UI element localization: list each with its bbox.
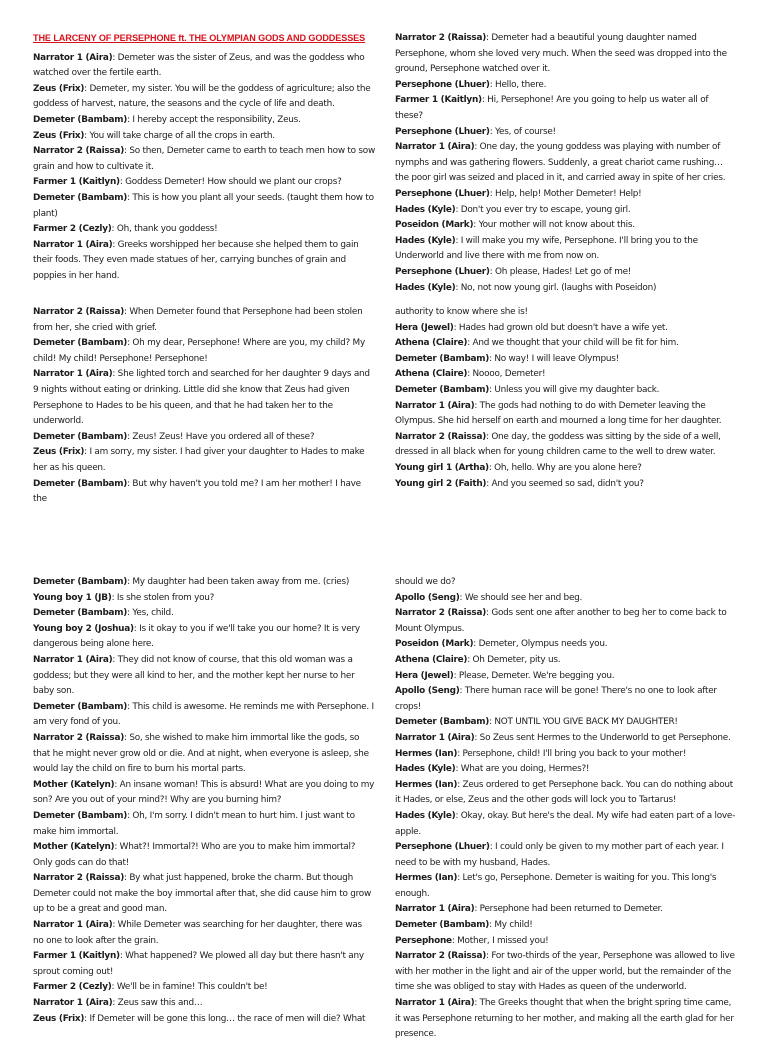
dialogue-line: [33, 367, 375, 429]
dialogue-line: [395, 871, 737, 902]
dialogue-line: [33, 113, 375, 129]
dialogue-line: [395, 140, 737, 187]
speaker-name: Hades (Kyle): [395, 282, 456, 293]
speaker-name: Farmer 1 (Kaitlyn): [33, 951, 120, 962]
speaker-name: Farmer 1 (Kaitlyn): [395, 95, 482, 106]
dialogue-line: [33, 191, 375, 222]
dialogue-text: : Yes, child.: [127, 608, 174, 619]
speaker-name: Narrator 1 (Aira): [395, 142, 475, 153]
speaker-name: Persephone (Lhuer): [395, 842, 490, 853]
dialogue-text: : Oh, hello. Why are you alone here?: [488, 462, 642, 473]
speaker-name: Demeter (Bambam): [33, 608, 128, 619]
speaker-name: Young girl 2 (Faith): [395, 478, 487, 489]
dialogue-line: [33, 430, 375, 446]
dialogue-line: [395, 606, 737, 637]
dialogue-line: [395, 949, 737, 996]
dialogue-line: [395, 762, 737, 778]
dialogue-line: [33, 305, 375, 336]
speaker-name: Narrator 1 (Aira): [395, 400, 475, 411]
speaker-name: Narrator 1 (Aira): [33, 920, 113, 931]
lines: [33, 305, 375, 508]
dialogue-line: [395, 321, 737, 337]
dialogue-text: : Yes, of course!: [489, 126, 556, 137]
dialogue-text: : Goddess Demeter! How should we plant our crops?: [119, 177, 342, 188]
speaker-name: Hermes (Ian): [395, 779, 458, 790]
speaker-name: Narrator 2 (Raissa): [33, 873, 125, 884]
speaker-name: Narrator 2 (Raissa): [33, 146, 125, 157]
dialogue-text: : I hereby accept the responsibility, Zeus.: [127, 114, 301, 125]
dialogue-line: [395, 684, 737, 715]
dialogue-text: : If Demeter will be gone this long… the race of men will die? What: [84, 1013, 366, 1024]
speaker-name: Demeter (Bambam): [395, 717, 490, 728]
speaker-name: Narrator 1 (Aira): [33, 239, 113, 250]
dialogue-line: [395, 31, 737, 78]
dialogue-line: [33, 222, 375, 238]
dialogue-line: [33, 653, 375, 700]
dialogue-line: [33, 871, 375, 918]
dialogue-line: [33, 51, 375, 82]
dialogue-line: [33, 336, 375, 367]
speaker-name: Farmer 2 (Cezly): [33, 224, 112, 235]
script-column-1: [33, 31, 375, 285]
dialogue-line: [33, 82, 375, 113]
dialogue-text: : My child!: [489, 920, 533, 931]
dialogue-line: [33, 918, 375, 949]
dialogue-line: [395, 125, 737, 141]
dialogue-text: should we do?: [395, 577, 456, 587]
dialogue-text: : So then, Demeter came to earth to teach men how to sow grain and how to cultivate it.: [33, 146, 375, 172]
speaker-name: Hermes (Ian): [395, 873, 458, 884]
lines: [395, 305, 737, 492]
dialogue-text: : Don't you ever try to escape, young girl.: [455, 204, 631, 215]
dialogue-line: [33, 996, 375, 1012]
dialogue-text: : This is how you plant all your seeds. (taught them how to plant): [33, 192, 374, 219]
lines: [395, 31, 737, 296]
dialogue-text: : Zeus saw this and…: [112, 998, 203, 1009]
dialogue-text: : An insane woman! This is absurd! What are you doing to my son? Are you out of your mind?! Why are you burning him?: [33, 779, 375, 806]
dialogue-line: [395, 653, 737, 669]
dialogue-line: [395, 265, 737, 281]
dialogue-text: : Persephone had been returned to Demeter.: [474, 904, 663, 915]
speaker-name: Athena (Claire): [395, 369, 468, 380]
dialogue-line: [33, 622, 375, 653]
dialogue-line: [395, 430, 737, 461]
speaker-name: Narrator 2 (Raissa): [33, 732, 125, 743]
dialogue-line: [395, 934, 737, 950]
script-column-3: [33, 305, 375, 508]
dialogue-text: : Oh, I'm sorry. I didn't mean to hurt him. I just want to make him immortal.: [33, 810, 355, 837]
speaker-name: Mother (Katelyn): [33, 842, 115, 853]
speaker-name: Narrator 2 (Raissa): [395, 951, 487, 962]
dialogue-line: [33, 700, 375, 731]
dialogue-text: : No way! I will leave Olympus!: [489, 353, 619, 364]
speaker-name: Narrator 2 (Raissa): [395, 33, 487, 43]
lines: [395, 575, 737, 1043]
dialogue-text: : Zeus ordered to get Persephone back. You can do nothing about it Hades, or else, Zeus and the other gods will lock you to Tartarus!: [395, 779, 734, 806]
dialogue-line: [33, 591, 375, 607]
script-title: THE LARCENY OF PERSEPHONE ft. THE OLYMPIAN GODS AND GODDESSES: [33, 33, 366, 43]
dialogue-text: : Greeks worshipped her because she helped them to gain their foods. They even made statues of her, carrying bunches of grain and poppies in her hand.: [33, 239, 359, 281]
dialogue-text: : NOT UNTIL YOU GIVE BACK MY DAUGHTER!: [489, 717, 678, 728]
dialogue-text: : The Greeks thought that when the bright spring time came, it was Persephone returning to her mother, and making all the earth glad for her presence.: [395, 998, 734, 1040]
dialogue-text: authority to know where she is!: [395, 307, 528, 317]
dialogue-text: : Noooo, Demeter!: [467, 369, 546, 380]
dialogue-text: : Gods sent one after another to beg her to come back to Mount Olympus.: [395, 608, 727, 634]
dialogue-line: [33, 949, 375, 980]
dialogue-line: [395, 591, 737, 607]
dialogue-text: : Hades had grown old but doesn't have a wife yet.: [453, 322, 668, 333]
dialogue-text: : Demeter was the sister of Zeus, and was the goddess who watched over the fertile earth.: [33, 52, 365, 79]
speaker-name: Hermes (Ian): [395, 748, 458, 759]
dialogue-text: : So, she wished to make him immortal like the gods, so that he might never grow old or die. And at night, when everyone is asleep, she would lay the child on fire to burn his mortal parts.: [33, 732, 369, 775]
speaker-name: Farmer 1 (Kaitlyn): [33, 177, 120, 188]
dialogue-line: [395, 281, 737, 297]
script-column-6: [395, 575, 737, 1043]
dialogue-text: : Help, help! Mother Demeter! Help!: [489, 188, 642, 199]
dialogue-line: [33, 778, 375, 809]
dialogue-text: : Okay, okay. But here's the deal. My wife had eaten part of a love-apple.: [395, 810, 736, 837]
dialogue-line: [395, 352, 737, 368]
dialogue-line: [395, 336, 737, 352]
dialogue-line: [33, 445, 375, 476]
speaker-name: Narrator 1 (Aira): [395, 998, 475, 1009]
speaker-name: Narrator 1 (Aira): [33, 369, 113, 380]
speaker-name: Demeter (Bambam): [33, 577, 128, 587]
dialogue-line: [395, 575, 737, 591]
speaker-name: Hades (Kyle): [395, 204, 456, 215]
dialogue-line: [33, 731, 375, 778]
dialogue-line: [33, 238, 375, 285]
speaker-name: Demeter (Bambam): [395, 353, 490, 364]
dialogue-line: [395, 747, 737, 763]
speaker-name: Narrator 2 (Raissa): [395, 431, 487, 442]
dialogue-text: : One day, the young goddess was playing with number of nymphs and was gathering flowers. Suddenly, a great chariot came rushing… the poor girl was seized and placed in it, and carried away in spite of her cries.: [395, 142, 726, 184]
dialogue-text: : I could only be given to my mother part of each year. I need to be with my husband, Hades.: [395, 842, 724, 868]
dialogue-text: : Demeter, my sister. You will be the goddess of agriculture; also the goddess of harvest, nature, the seasons and the cycle of life and death.: [33, 83, 371, 110]
dialogue-line: [33, 606, 375, 622]
lines: [33, 575, 375, 1027]
speaker-name: Demeter (Bambam): [395, 384, 490, 395]
dialogue-text: : Persephone, child! I'll bring you back to your mother!: [457, 748, 687, 759]
speaker-name: Hades (Kyle): [395, 235, 456, 246]
dialogue-text: : Demeter, Olympus needs you.: [473, 639, 608, 650]
dialogue-line: [395, 918, 737, 934]
dialogue-text: : Your mother will not know about this.: [473, 220, 635, 231]
dialogue-text: : This child is awesome. He reminds me with Persephone. I am very fond of you.: [33, 701, 374, 728]
dialogue-text: : They did not know of course, that this old woman was a goddess; but they were all kind to her, and the mother kept her nurse to her baby son.: [33, 654, 355, 697]
dialogue-text: : When Demeter found that Persephone had been stolen from her, she cried with grief.: [33, 307, 363, 333]
dialogue-text: : My daughter had been taken away from me. (cries): [127, 577, 350, 587]
speaker-name: Demeter (Bambam): [33, 431, 128, 442]
dialogue-text: : Hi, Persephone! Are you going to help us water all of these?: [395, 95, 709, 121]
dialogue-line: [395, 477, 737, 493]
dialogue-line: [395, 715, 737, 731]
speaker-name: Demeter (Bambam): [33, 338, 128, 349]
dialogue-text: : One day, the goddess was sitting by the side of a well, dressed in all black when for young children came to the well to drew water.: [395, 431, 721, 458]
lines: [33, 51, 375, 285]
dialogue-text: : Let's go, Persephone. Demeter is waiting for you. This long's enough.: [395, 873, 717, 899]
dialogue-line: [33, 840, 375, 871]
dialogue-text: : Is it okay to you if we'll take you our home? It is very dangerous being alone here.: [33, 623, 360, 650]
dialogue-text: : Is she stolen from you?: [111, 592, 215, 603]
dialogue-line: [395, 383, 737, 399]
dialogue-text: : Oh, thank you goddess!: [111, 224, 218, 235]
dialogue-text: : We'll be in famine! This couldn't be!: [111, 982, 268, 993]
dialogue-text: : Please, Demeter. We're begging you.: [453, 670, 615, 681]
speaker-name: Hera (Jewel): [395, 322, 454, 333]
speaker-name: Narrator 2 (Raissa): [395, 608, 487, 619]
dialogue-line: [395, 93, 737, 124]
speaker-name: Persephone (Lhuer): [395, 188, 490, 199]
speaker-name: Poseidon (Mark): [395, 220, 474, 231]
dialogue-line: [395, 187, 737, 203]
speaker-name: Narrator 1 (Aira): [33, 998, 113, 1009]
dialogue-text: : She lighted torch and searched for her daughter 9 days and 9 nights without eating or drinking. Little did she know that Zeus had given Persephone to Hades to be his queen, and that he had taken her to the underworld.: [33, 369, 370, 427]
dialogue-text: : Oh my dear, Persephone! Where are you, my child? My child! My child! Persephone! Persephone!: [33, 338, 365, 364]
dialogue-line: [395, 234, 737, 265]
speaker-name: Demeter (Bambam): [33, 701, 128, 712]
dialogue-text: : There human race will be gone! There's no one to look after crops!: [395, 686, 717, 712]
speaker-name: Farmer 2 (Cezly): [33, 982, 112, 993]
speaker-name: Apollo (Seng): [395, 592, 460, 603]
speaker-name: Demeter (Bambam): [33, 114, 128, 125]
speaker-name: Persephone (Lhuer): [395, 266, 490, 277]
dialogue-text: : By what just happened, broke the charm. But though Demeter could not make the boy immortal after that, she did cause him to grow up to be a great and good man.: [33, 873, 371, 915]
dialogue-line: [33, 129, 375, 145]
speaker-name: Persephone (Lhuer): [395, 126, 490, 137]
speaker-name: Zeus (Frix): [33, 130, 85, 141]
dialogue-text: : For two-thirds of the year, Persephone was allowed to live with her mother in the light and air of the upper world, but the remainder of the time she was obliged to stay with Hades as queen of the underworld.: [395, 951, 735, 993]
speaker-name: Athena (Claire): [395, 654, 468, 665]
dialogue-text: : I am sorry, my sister. I had giver your daughter to Hades to make her as his queen.: [33, 447, 365, 473]
dialogue-text: : Zeus! Zeus! Have you ordered all of these?: [127, 431, 315, 442]
dialogue-text: : Mother, I missed you!: [451, 935, 549, 946]
dialogue-line: [395, 778, 737, 809]
dialogue-line: [33, 175, 375, 191]
dialogue-line: [33, 980, 375, 996]
dialogue-line: [395, 731, 737, 747]
speaker-name: Poseidon (Mark): [395, 639, 474, 650]
dialogue-line: [395, 809, 737, 840]
script-column-5: [33, 575, 375, 1027]
speaker-name: Apollo (Seng): [395, 686, 460, 697]
speaker-name: Narrator 1 (Aira): [395, 732, 475, 743]
speaker-name: Narrator 2 (Raissa): [33, 307, 125, 317]
speaker-name: Mother (Katelyn): [33, 779, 115, 790]
dialogue-text: : Oh Demeter, pity us.: [467, 654, 561, 665]
speaker-name: Zeus (Frix): [33, 1013, 85, 1024]
dialogue-text: : No, not now young girl. (laughs with Poseidon): [455, 282, 657, 293]
dialogue-line: [395, 399, 737, 430]
dialogue-text: : You will take charge of all the crops in earth.: [84, 130, 275, 141]
dialogue-line: [395, 78, 737, 94]
speaker-name: Narrator 1 (Aira): [33, 654, 113, 665]
dialogue-text: : What?! Immortal?! Who are you to make him immortal? Only gods can do that!: [33, 842, 356, 868]
speaker-name: Hades (Kyle): [395, 764, 456, 775]
speaker-name: Young boy 2 (Joshua): [33, 623, 134, 634]
speaker-name: Young boy 1 (JB): [33, 592, 112, 603]
speaker-name: Hera (Jewel): [395, 670, 454, 681]
dialogue-text: : Oh please, Hades! Let go of me!: [489, 266, 632, 277]
dialogue-text: : We should see her and beg.: [459, 592, 583, 603]
script-column-4: [395, 305, 737, 492]
dialogue-line: [395, 367, 737, 383]
dialogue-text: : Demeter had a beautiful young daughter named Persephone, whom she loved very much. When the seed was dropped into the ground, Persephone watched over it.: [395, 33, 727, 75]
dialogue-text: : The gods had nothing to do with Demeter leaving the Olympus. She hid herself on earth and mourned a long time for her daughter.: [395, 400, 722, 427]
dialogue-text: : But why haven't you told me? I am her mother! I have the: [33, 478, 361, 505]
dialogue-text: : What happened? We plowed all day but there hasn't any sprout coming out!: [33, 951, 364, 977]
dialogue-text: : Unless you will give my daughter back.: [489, 384, 660, 395]
speaker-name: Persephone (Lhuer): [395, 79, 490, 90]
speaker-name: Zeus (Frix): [33, 83, 85, 94]
speaker-name: Narrator 1 (Aira): [395, 904, 475, 915]
script-column-2: [395, 31, 737, 296]
speaker-name: Young girl 1 (Artha): [395, 462, 489, 473]
dialogue-line: [395, 203, 737, 219]
dialogue-line: [395, 902, 737, 918]
speaker-name: Athena (Claire): [395, 338, 468, 349]
dialogue-line: [395, 669, 737, 685]
speaker-name: Demeter (Bambam): [395, 920, 490, 931]
dialogue-line: [395, 637, 737, 653]
dialogue-text: : And we thought that your child will be fit for him.: [467, 338, 679, 349]
dialogue-text: : And you seemed so sad, didn't you?: [486, 478, 644, 489]
dialogue-line: [33, 1012, 375, 1028]
speaker-name: Narrator 1 (Aira): [33, 52, 113, 63]
dialogue-text: : What are you doing, Hermes?!: [455, 764, 590, 775]
dialogue-line: [395, 305, 737, 321]
speaker-name: Demeter (Bambam): [33, 478, 128, 489]
dialogue-text: : Hello, there.: [489, 79, 547, 90]
dialogue-text: : So Zeus sent Hermes to the Underworld to get Persephone.: [474, 732, 731, 743]
speaker-name: Zeus (Frix): [33, 447, 85, 458]
dialogue-text: : I will make you my wife, Persephone. I'll bring you to the Underworld and live there with me from now on.: [395, 235, 698, 262]
speaker-name: Hades (Kyle): [395, 810, 456, 821]
speaker-name: Demeter (Bambam): [33, 810, 128, 821]
dialogue-line: [395, 218, 737, 234]
speaker-name: Persephone: [395, 935, 452, 946]
dialogue-line: [395, 461, 737, 477]
dialogue-line: [33, 809, 375, 840]
dialogue-line: [395, 840, 737, 871]
dialogue-text: : While Demeter was searching for her daughter, there was no one to look after the grain.: [33, 920, 362, 946]
speaker-name: Demeter (Bambam): [33, 192, 128, 203]
dialogue-line: [33, 575, 375, 591]
dialogue-line: [33, 477, 375, 508]
dialogue-line: [33, 144, 375, 175]
dialogue-line: [395, 996, 737, 1043]
